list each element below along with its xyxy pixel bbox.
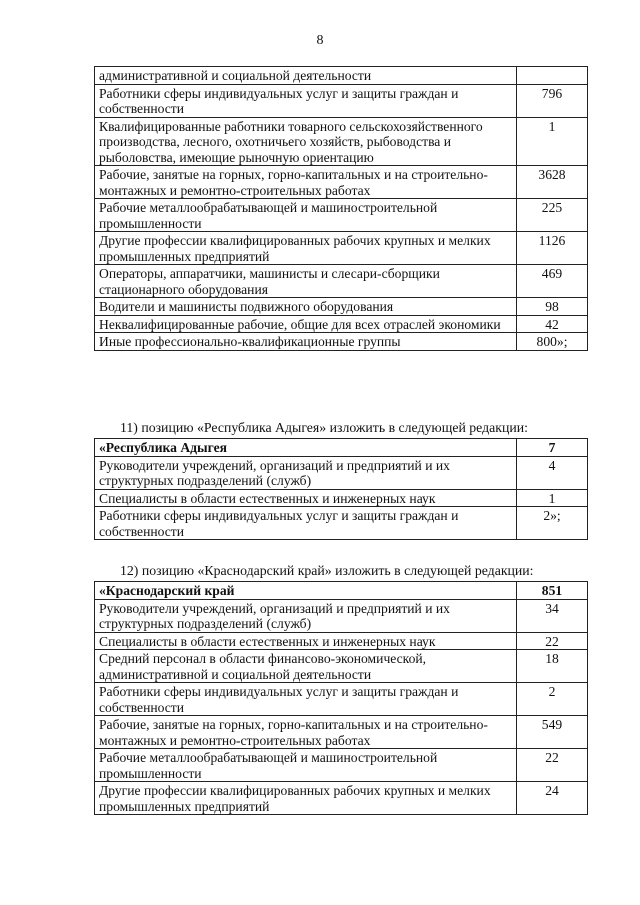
table-row xyxy=(95,298,588,316)
table-row xyxy=(95,166,588,199)
count-cell: 22 xyxy=(517,632,588,650)
adygea-table xyxy=(94,438,588,540)
occupation-group-cell: Руководители учреждений, организаций и предприятий и их структурных подразделений (служб) xyxy=(95,599,517,632)
count-cell: 1126 xyxy=(517,232,588,265)
table-row xyxy=(95,315,588,333)
table-row xyxy=(95,265,588,298)
occupation-group-cell: Работники сферы индивидуальных услуг и защиты граждан и собственности xyxy=(95,683,517,716)
occupation-group-cell: Работники сферы индивидуальных услуг и защиты граждан и собственности xyxy=(95,84,517,117)
table-row xyxy=(95,456,588,489)
table-row xyxy=(95,749,588,782)
table-header-row xyxy=(95,439,588,457)
table-row xyxy=(95,599,588,632)
occupation-group-cell: Другие профессии квалифицированных рабочих крупных и мелких промышленных предприятий xyxy=(95,782,517,815)
table-row xyxy=(95,632,588,650)
occupation-group-cell: Работники сферы индивидуальных услуг и защиты граждан и собственности xyxy=(95,507,517,540)
occupation-group-cell: Специалисты в области естественных и инженерных наук xyxy=(95,632,517,650)
occupation-group-cell: Водители и машинисты подвижного оборудования xyxy=(95,298,517,316)
occupation-group-cell: Неквалифицированные рабочие, общие для всех отраслей экономики xyxy=(95,315,517,333)
count-cell: 469 xyxy=(517,265,588,298)
count-cell: 225 xyxy=(517,199,588,232)
table-row xyxy=(95,489,588,507)
page-number: 8 xyxy=(316,33,324,48)
table-row xyxy=(95,117,588,166)
occupation-group-cell: Средний персонал в области финансово-экономической, административной и социальной деятельности xyxy=(95,650,517,683)
occupation-group-cell: Специалисты в области естественных и инженерных наук xyxy=(95,489,517,507)
count-cell: 4 xyxy=(517,456,588,489)
occupation-group-cell: административной и социальной деятельности xyxy=(95,67,517,85)
table-row xyxy=(95,650,588,683)
instruction-krasnodar: 12) позицию «Краснодарский край» изложить в следующей редакции: xyxy=(120,563,534,578)
occupation-group-cell: Квалифицированные работники товарного сельскохозяйственного производства, лесного, охотничьего хозяйств, рыбоводства и рыболовства, имеющие рыночную ориентацию xyxy=(95,117,517,166)
occupation-group-cell: Руководители учреждений, организаций и предприятий и их структурных подразделений (служб) xyxy=(95,456,517,489)
occupation-group-cell: Операторы, аппаратчики, машинисты и слесари-сборщики стационарного оборудования xyxy=(95,265,517,298)
occupation-group-cell: Рабочие металлообрабатывающей и машиностроительной промышленности xyxy=(95,749,517,782)
occupation-group-cell: Рабочие металлообрабатывающей и машиностроительной промышленности xyxy=(95,199,517,232)
krasnodar-table xyxy=(94,581,588,815)
table-row xyxy=(95,333,588,351)
occupation-group-cell: Рабочие, занятые на горных, горно-капитальных и на строительно-монтажных и ремонтно-строительных работах xyxy=(95,716,517,749)
count-cell: 34 xyxy=(517,599,588,632)
count-cell: 3628 xyxy=(517,166,588,199)
table-row xyxy=(95,232,588,265)
count-cell: 98 xyxy=(517,298,588,316)
count-cell: 796 xyxy=(517,84,588,117)
count-cell xyxy=(517,67,588,85)
table-row xyxy=(95,67,588,85)
occupation-group-cell: «Республика Адыгея xyxy=(95,439,517,457)
table-row xyxy=(95,84,588,117)
table-row xyxy=(95,199,588,232)
count-cell: 1 xyxy=(517,117,588,166)
occupation-group-cell: Другие профессии квалифицированных рабочих крупных и мелких промышленных предприятий xyxy=(95,232,517,265)
instruction-adygea: 11) позицию «Республика Адыгея» изложить в следующей редакции: xyxy=(120,420,528,435)
count-cell: 549 xyxy=(517,716,588,749)
occupations-table-continued xyxy=(94,66,588,351)
occupation-group-cell: Рабочие, занятые на горных, горно-капитальных и на строительно-монтажных и ремонтно-строительных работах xyxy=(95,166,517,199)
count-cell: 2»; xyxy=(517,507,588,540)
table-row xyxy=(95,716,588,749)
count-cell: 18 xyxy=(517,650,588,683)
count-cell: 22 xyxy=(517,749,588,782)
table-row xyxy=(95,683,588,716)
table-row xyxy=(95,782,588,815)
count-cell: 42 xyxy=(517,315,588,333)
count-cell: 7 xyxy=(517,439,588,457)
table-header-row xyxy=(95,582,588,600)
count-cell: 2 xyxy=(517,683,588,716)
count-cell: 24 xyxy=(517,782,588,815)
occupation-group-cell: «Краснодарский край xyxy=(95,582,517,600)
count-cell: 800»; xyxy=(517,333,588,351)
occupation-group-cell: Иные профессионально-квалификационные группы xyxy=(95,333,517,351)
count-cell: 1 xyxy=(517,489,588,507)
count-cell: 851 xyxy=(517,582,588,600)
table-row xyxy=(95,507,588,540)
